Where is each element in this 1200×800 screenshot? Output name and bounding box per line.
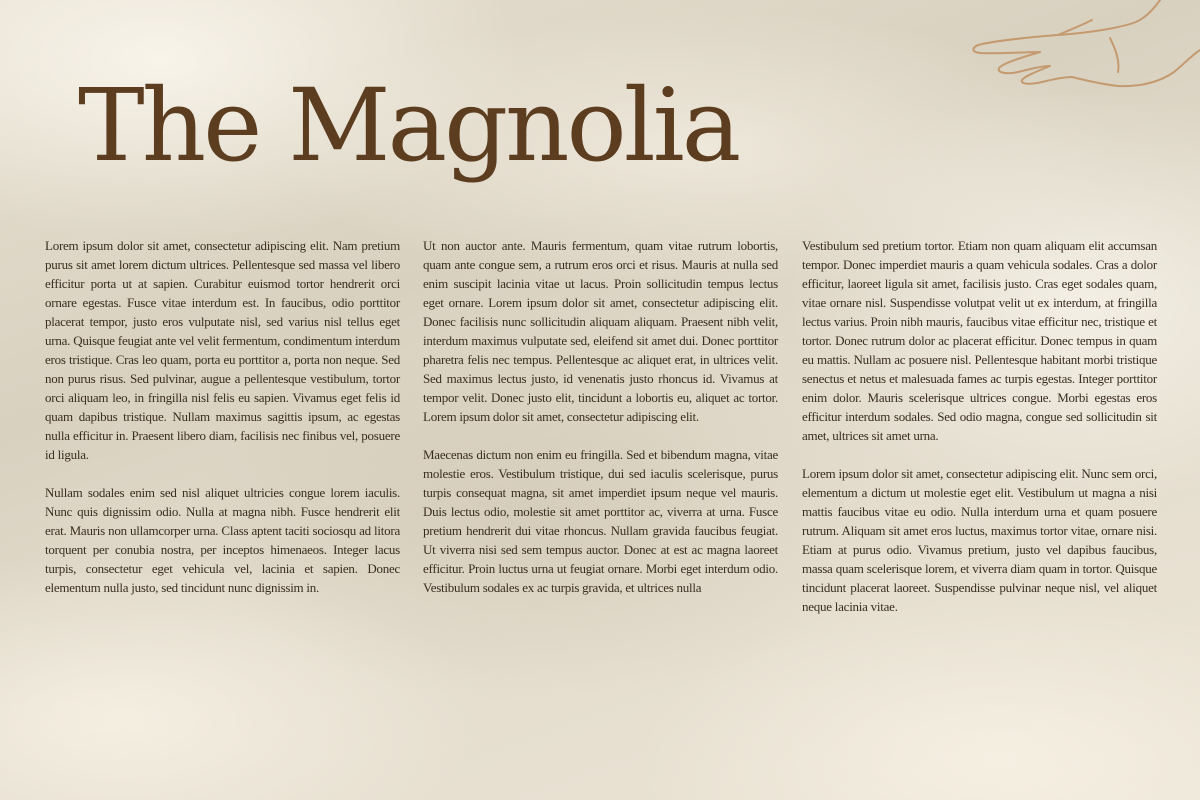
paragraph: Ut non auctor ante. Mauris fermentum, quam vitae rutrum lobortis, quam ante congue sem, a rutrum eros orci et risus. Mauris at nulla sed enim suscipit lacinia vitae ut lacus. Proin sollicitudin tempus lectus eget ornare. Lorem ipsum dolor sit amet, consectetur adipiscing elit. Donec facilisis nunc sollicitudin aliquam aliquam. Praesent nibh velit, interdum maximus vulputate sed, eleifend sit amet dui. Donec porttitor pharetra felis nec tempus. Pellentesque ac aliquet erat, in ultrices velit. Sed maximus lectus justo, id venenatis justo rhoncus id. Vivamus at tempor velit. Donec justo elit, tincidunt a lobortis eu, aliquet ac tortor. Lorem ipsum dolor sit amet, consectetur adipiscing elit. [423, 238, 778, 424]
paragraph: Lorem ipsum dolor sit amet, consectetur adipiscing elit. Nunc sem orci, elementum a dictum ut molestie eget elit. Vestibulum ut magna a nisi mattis faucibus vitae eu odio. Nulla interdum urna et quam posuere rutrum. Aliquam sit amet eros luctus, maximus tortor vitae, ornare nisi. Etiam at purus odio. Vivamus pretium, justo vel dapibus faucibus, massa quam scelerisque lorem, et viverra diam quam in tortor. Quisque tincidunt placerat laoreet. Suspendisse pulvinar neque nisl, vel aliquet neque lacinia vitae. [802, 466, 1157, 614]
text-column-2 [423, 236, 778, 616]
hand-icon [960, 0, 1200, 95]
paragraph: Vestibulum sed pretium tortor. Etiam non quam aliquam elit accumsan tempor. Donec imperdiet mauris a quam vehicula sodales. Cras a dolor efficitur, laoreet ligula sit amet, facilisis justo. Cras eget sodales quam, vitae ornare nisl. Suspendisse volutpat velit ut ex interdum, at fringilla lectus varius. Proin nibh mauris, faucibus vitae efficitur nec, tristique et tortor. Donec rutrum dolor ac placerat efficitur. Donec tempus in quam eu mattis. Nullam ac posuere nisl. Pellentesque habitant morbi tristique senectus et netus et malesuada fames ac turpis egestas. Integer porttitor enim dolor. Mauris scelerisque ultrices congue. Morbi egestas eros efficitur interdum sodales. Sed odio magna, congue sed sollicitudin sit amet, ultrices sit amet urna. [802, 238, 1157, 443]
paragraph: Maecenas dictum non enim eu fringilla. Sed et bibendum magna, vitae molestie eros. Vestibulum tristique, dui sed iaculis scelerisque, purus turpis consequat magna, sit amet imperdiet ipsum neque vel mauris. Duis lectus odio, molestie sit amet porttitor ac, viverra at urna. Fusce pretium hendrerit dui vitae rhoncus. Nullam gravida faucibus feugiat. Ut viverra nisi sed sem tempus auctor. Donec at est ac magna laoreet efficitur. Proin luctus urna ut feugiat ornare. Morbi eget interdum odio. Vestibulum sodales ex ac turpis gravida, et ultrices nulla [423, 447, 778, 595]
text-column-1 [45, 236, 400, 616]
page-title: The Magnolia [78, 67, 739, 184]
paragraph: Lorem ipsum dolor sit amet, consectetur adipiscing elit. Nam pretium purus sit amet lorem dictum ultrices. Pellentesque sed massa vel libero efficitur porta ut at sapien. Curabitur euismod tortor hendrerit orci ornare egestas. Fusce vitae interdum est. In faucibus, odio porttitor placerat tempor, justo eros vulputate nisl, sed varius nisl tellus eget urna. Quisque feugiat ante vel velit fermentum, condimentum interdum eros tristique. Cras leo quam, porta eu porttitor a, porta non neque. Sed non purus risus. Sed pulvinar, augue a pellentesque vestibulum, tortor orci aliquam leo, in fringilla nisl felis eu sapien. Vivamus eget felis id quam dapibus tristique. Nullam maximus sagittis ipsum, ac egestas nulla efficitur in. Praesent libero diam, facilisis nec finibus vel, posuere id ligula. [45, 238, 400, 462]
text-column-3 [802, 236, 1157, 635]
paragraph: Nullam sodales enim sed nisl aliquet ultricies congue lorem iaculis. Nunc quis dignissim odio. Nulla at magna nibh. Fusce hendrerit elit erat. Mauris non ullamcorper urna. Class aptent taciti sociosqu ad litora torquent per conubia nostra, per inceptos himenaeos. Integer lacus turpis, consectetur eget vehicula vel, lacinia et sapien. Donec elementum nulla justo, sed tincidunt nunc dignissim in. [45, 485, 400, 595]
